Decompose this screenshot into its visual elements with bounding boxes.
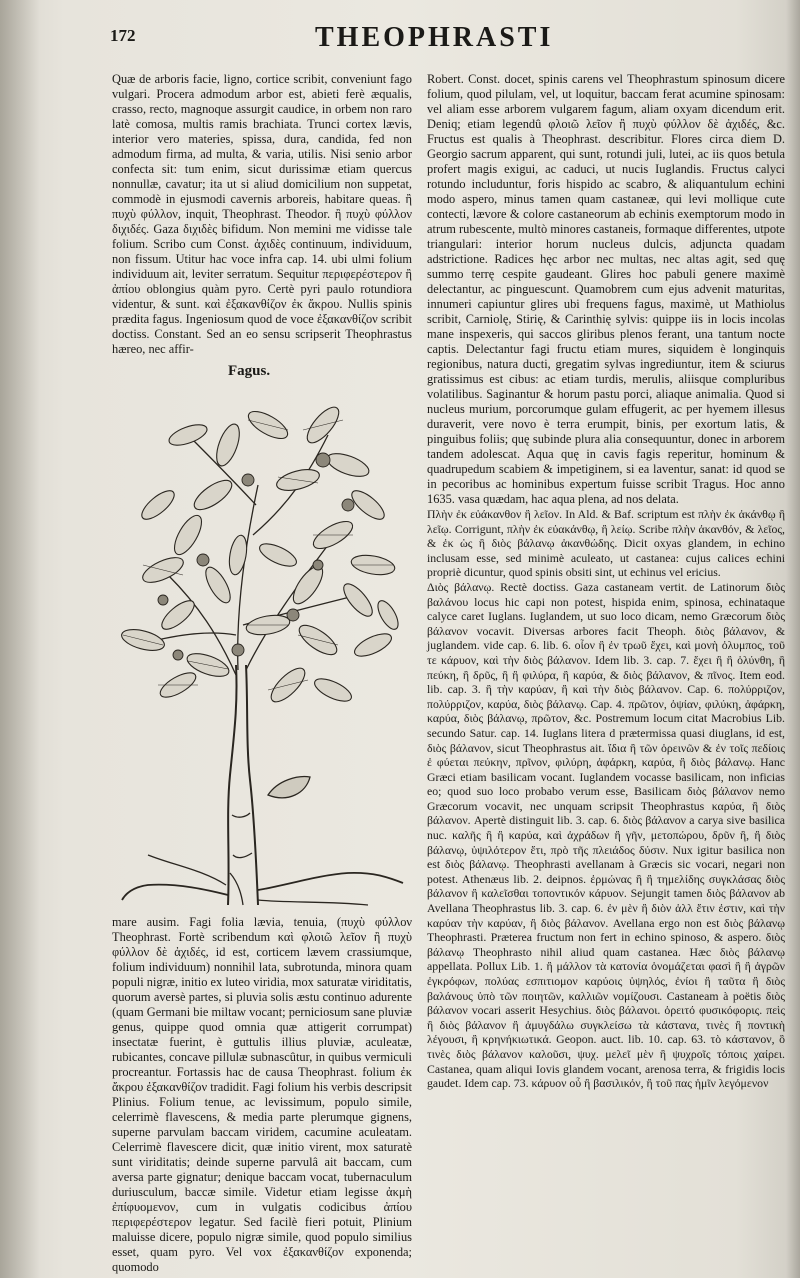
left-column-bottom (112, 915, 412, 1274)
right-column (427, 72, 785, 1272)
page-header (110, 22, 790, 66)
plate-caption: Fagus. (228, 363, 271, 379)
running-head: THEOPHRASTI (315, 22, 554, 53)
beech-tree-woodcut (118, 385, 408, 910)
paragraph: Quæ de arboris facie, ligno, cortice scribit, conveniunt fago vulgari. Procera admodum arbor est, abieti ferè æqualis, crasso, recto, magnoque assurgit caudice, in orbem non raro latè comosa, multis ramis brachiata. Trunci cortex lævis, interior vero materies, spissa, dura, candida, fed non admodum firma, ad multa, & varia, utilis. Nisi senio arbor confecta sit: tum enim, sicut durissimæ etiam quercus nonnullæ, cavatur; ita ut si aliud domicilium non suppetat, commodè in ejusmodi cavernis arboreis, habitare queas. ἢ πυχὺ φύλλον, inquit, Theophrast. Theodor. ἢ πυχὺ φύλλον διχιδές. Gaza διχιδὲς bifidum. Non memini me vidisse tale folium. Scribo cum Const. ἀχιδὲς continuum, individuum, non fissum. Utitur hac voce infra cap. 14. ubi ulmi folium individuum ait, leviter serratum. Sequitur περιφερέστερον ἢ ἀπίου oblongius quàm pyro. Certè pyri paulo rotundiora videntur, & sunt. καὶ ἐξακανθίζον ἐκ ἄκρου. Nullis spinis prædita fagus. Ingeniosum quod de voce ἐξακανθίζον scribit doctiss. Constant. Sed an eo sensu scripserit Theophrastus hæreo, nec affir- (112, 72, 412, 356)
paragraph: Robert. Const. docet, spinis carens vel Theophrastum spinosum dicere folium, quod pilulam, vel, ut loquitur, baccam ferat acumine spinosam: vel aliam esse arborem vulgarem fagum, aliam oxyam dicendum erit. Deniq; etiam legendû φλοιῶ λεῖον ἢ πυχὺ φύλλον δὲ ἀχιδές, &c. Fructus est qualis à Theophrast. describitur. Flores circa diem D. Georgio sacrum apparent, qui sunt, rotundi juli, lutei, ac iis quos betula profert magis exigui, ac caduci, ut nucis Iuglandis. Fructus calyci rotundo includuntur, foris hispido ac scabro, & aliquantulum echini modo aspero, minus tamen quam castaneæ, qui levi mollique cute contecti, lævore & colore castaneorum ab echinis exemptorum modo in atrum rubescente, multò minores castaneis, formaque differentes, utpote triangulari: interior horum nucleus dulcis, adjuncta quadam adstrictione. Radices hęc arbor nec multas, nec altas agit, sed quę summo terrę cespite gaudeant. Glires hoc pabuli genere maximè delectantur, ac pinguescunt. Quamobrem cum ejus advenit maturitas, innumeri capiuntur glires ubi frequens fagus, maximè, ut Mathiolus scribit, Carniolę, Stirię, & Carinthię sylvis: quippe iis in locis incolas mane inspexeris, qui saccos gliribus plenos ferant, una tantum nocte captis. Delectantur fagi fructu etiam mures, siquidem è longinquis regionibus, natura ducti, gregatim sylvas ingrediuntur, item & sciurus gratissimus est cibus: ac etiam turdis, merulis, aliisque compluribus volatilibus. Saginantur & horum pastu porci, aliaque animalia. Quod si nucleus murium, porcorumque gulam effugerit, ac per hyemem illesus duraverit, vere novo è terra erumpit, binis, per exortum latis, & pinguibus foliis; quę subinde plura alia consequuntur, donec in arborem tandem adolescat. Aqua quę in cavis fagis reperitur, hominum & quadrupedum scabiem & impetiginem, si ea laventur, sanat: id quod se in pecoribus ac hominibus expertum fuisse scribit Tragus. Hoc anno 1635. vasa quædam, hac aqua plena, ad nos delata. (427, 72, 785, 506)
commentary-note: Πλὴν ἐκ εὐάκανθον ἢ λεῖον. In Ald. & Baf. scriptum est πλὴν ἐκ ἀκάνθῳ ἢ λεῖῳ. Corrigunt, πλὴν ἐκ εὐακάνθῳ, ἢ λείῳ. Scribe πλὴν ἀκανθόν, & λεῖος, & ἐκ ὡς ἢ διὸς βάλανῳ ἀκανθώδης. Dicit oxyas glandem, in echino inclusam esse, sed minimè aculeato, ut castanea: cujus calices echini propriè dicuntur, quod spinis obsiti sint, ut echinus vel ericius. (427, 507, 785, 580)
paragraph: mare ausim. Fagi folia lævia, tenuia, (πυχὺ φύλλον Theophrast. Fortè scribendum καὶ φλοιῶ λεῖον ἢ πυχὺ φύλλον δὲ ἀχιδές, id est, corticem lævem crassiumque, folium individuum) nonnihil lata, subrotunda, minora quam populi nigræ, initio ex luteo viridia, mox saturatæ viriditatis, quorum aversè partes, si pluvia solis æstu continuo adurente (quam Germani bie miltaw vocant; perniciosum sane pluviæ genus, quippe quod omnia quæ attigerit corrumpat) insectatæ fuerint, è guttulis illius pluviæ, aculeatæ, rubicantes, concave pillulæ subnascûtur, in quibus vermiculi procreantur. Fortassis hac de causa Theophrast. folium ἐκ ἄκρου ἐξακανθίζον tradidit. Fagi folium his verbis descripsit Plinius. Folium tenue, ac levissimum, populo simile, celerrimè flavescens, & media parte plerumque gignens, superne parvulam baccam viridem, cacumine aculeatam. Celerrimè flavescere dicit, quæ initio virent, mox saturatè sunt viriditatis; deinde superne parvulâ ait baccam, cum aversa parte gignatur; denique baccam vocat, tubernaculum duriusculum, baccæ simile. Videtur etiam legisse ἀκμὴ ἐπίφυομενον, cum in vulgatis codicibus ἀπίου περιφερέστερον legatur. Sed facilè fieri potuit, Plinium maluisse dicere, populo nigræ simile, quod populo similius esset, quam pyro. Vel vox ἐξακανθίζον exponenda; quomodo (112, 915, 412, 1274)
page-number: 172 (110, 26, 136, 45)
page-edge-shadow (786, 0, 800, 1278)
left-column-top (112, 72, 412, 357)
gutter-shadow (0, 0, 40, 1278)
commentary-note: Διὸς βάλανῳ. Rectè doctiss. Gaza castaneam vertit. de Latinorum διὸς βαλάνου locus hic capi non potest, hispida enim, spinosa, echinataque calyce caret Iuglans. Iuglandem, ut suo loco dicam, nemo Græcorum διὸς βάλανον vocavit. Diversas arbores facit Theoph. διὸς βάλανον, & juglandem. vide cap. 6. lib. 6. οἷον ἢ ἐν τρωῦ ἔχει, καὶ μονὴ ὀλυμπος, τοῦ τε κάρυον, καὶ τὴν διὸς βάλανον. Idem lib. 3. cap. 7. ἔχει ἢ ἢ ὀλύνθη, ἢ πεύκη, ἢ δρῦς, ἢ ἢ φιλύρα, ἢ καρύα, & διὸς βάλανον, & πῖνος. Item eod. lib. cap. 3. ἢ τὴν καρύαν, ἢ καὶ τὴν διὸς βάλανον. Cap. 6. πολύρριζον, πολύρριζον, καρύα, διὸς βάλανῳ. Cap. 4. πρῶτον, ὀψίαν, φιλύκη, ἀφάρκη, καρύα, διὸς βάλανῳ, πρῶτον, &c. Postremum locum citat Macrobius Lib. secundo Satur. cap. 14. Iuglans litera d prætermissa quasi diuglans, id est, διὸς βάλανον, sicut Theophrastus ait. ἴδια ἢ τῶν ὀρεινῶν & ἐν τοῖς πεδίοις ἐ φύεται πεύκην, πρῖνον, φιλύρη, ἀφάρκη, καρύα, ἢ διὸς βάλανῳ. Hanc Græci etiam basilicam vocant. Iuglandem vocasse basilicam, non inficias eo; quod suo loco probabo verum esse, Basilicam διὸς βάλανον nemo Græcorum vocavit, nec unquam scripsit Theophrastus καρύα, ἢ διὸς βάλανον. Apertè distinguit lib. 3. cap. 6. διὸς βάλανον a carya sive basilica nuc. καλῆς ἢ ἢ καρύα, καὶ ἀχράδων ἢ γῆν, μετοπώρου, δρῦν ἢ, ἢ διὸς βάλανῳ, ὑψιλότερον ἔτι, πρὸ τῆς πλειάδος δύσιν. Nux igitur basilica non est διὸς βάλανῳ. Theophrasti avellanam à Græcis sic vocari, negari non potest. Athenæus lib. 2. deipnos. ἐρμώνας ἢ ἢ τημελίδης συγκλάσας διὸς βάλανον ἢ καλεῖσθαι τοποντικόν κάρυον. Sejungit tamen διὸς βάλανον ab Avellana Theophrastus lib. 3. cap. 6. ἐν μὲν ἢ διὸν ἀλλ ἔτιν ἐστιν, καὶ τὴν καρύαν τὴν καρύαν, ἢ διὸς βάλανον. Avellana ergo non est διὸς βάλανῳ Theophrasti. Præterea fructum non fert in echino spinoso, & aspero. διὸς βάλανῳ Theophrasto nihil aliud quam castanea. Hæc διὸς βάλανῳ appellata. Pollux Lib. 1. ἢ μάλλον τὰ κατονία ὀνομάζεται φασὶ ἢ ἢ ἀγρῶν ἐγκρόφων, πολύας εσπιτιομον καρύοις ὑψηλός, ἐνίοι ἢ ταῦτα ἢ διὸς βαλάνους ὑπὸ τῶν ποιητῶν, καλλιῶν νομίζουσι. Castaneam à poëtis διὸς βάλανον vocari asserit Hesychius. διὸς βάλανοι. ὀρειτό φυσικόφορις. πεὶς ἢ διὸς βάλανον ἢ ἀμυγδάλω συγκλείσω τὰ κάστανα, τινὲς ἢ ποντικὴ λέγουσι, ἢ κρηνήκιωτικά. Geopon. auct. lib. 10. cap. 63. τὸ κάστανον, ὃ τινὲς διὸς βάλανον καλοῦσι, ψυχ. μελεῖ μὲν ἢ ψυχροῖς τόποις χαίρει. Castanea, quam aliqui Iovis glandem vocant, arenosa terra, & frigidis locis gaudet. Idem cap. 73. κάρυον οὗ ἢ βασιλικόν, ἢ τοῦ πας ἡμῖν λεγόμενον (427, 579, 785, 1091)
